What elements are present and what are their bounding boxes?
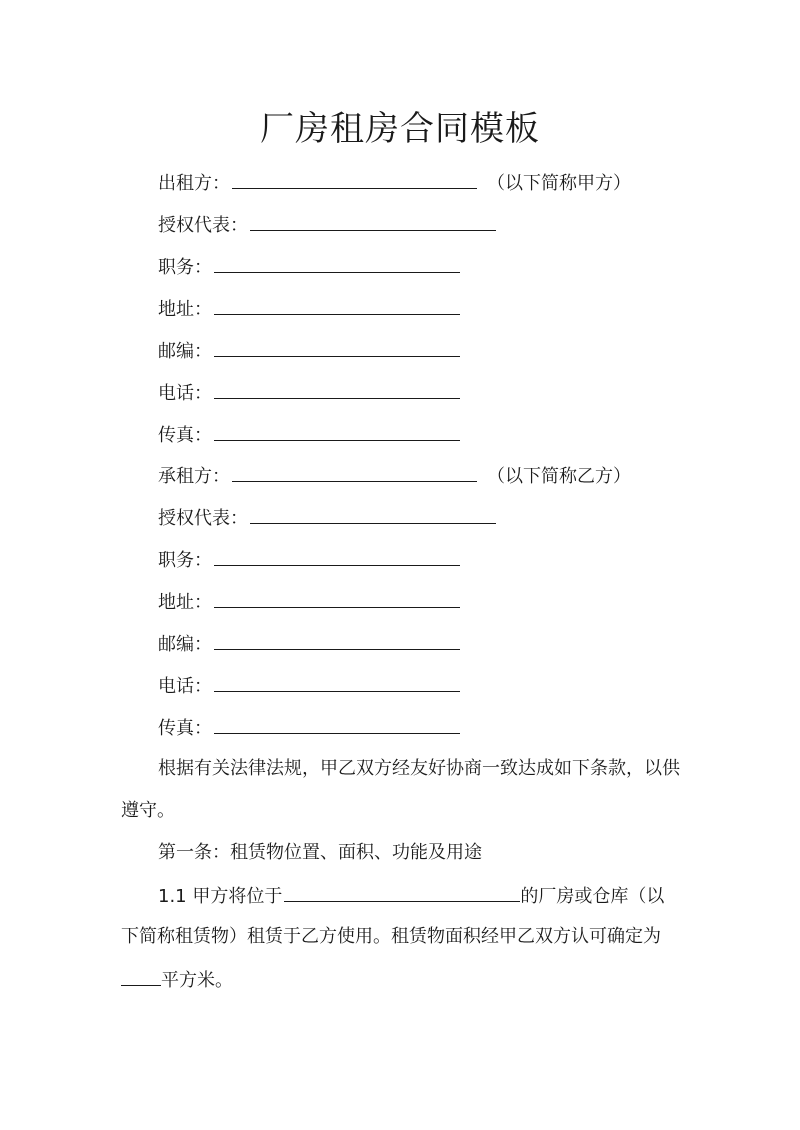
lessee-title-line [158, 545, 460, 575]
lessee-phone-label: 电话： [158, 676, 212, 697]
lessor-name-blank[interactable] [232, 168, 477, 189]
lessee-label: 承租方： [158, 466, 230, 487]
lessor-fax-label: 传真： [158, 425, 212, 446]
lessee-address-blank[interactable] [214, 587, 460, 608]
clause-1-1-prefix: 1.1 甲方将位于 [158, 886, 283, 907]
lessor-label: 出租方： [158, 173, 230, 194]
lessor-title-blank[interactable] [214, 252, 460, 273]
lessee-postcode-label: 邮编： [158, 634, 212, 655]
lessor-fax-line [158, 420, 460, 450]
clause-1-1-mid: 的厂房或仓库（以 [520, 886, 665, 907]
lessee-address-label: 地址： [158, 592, 212, 613]
clause-1-1-area-suffix: 平方米。 [161, 970, 233, 991]
lessor-address-line [158, 294, 460, 324]
intro-line-1: 根据有关法律法规，甲乙双方经友好协商一致达成如下条款，以供 [158, 758, 680, 779]
lessor-address-blank[interactable] [214, 294, 460, 315]
lessee-phone-blank[interactable] [214, 671, 460, 692]
clause-1-1-line-3 [121, 965, 233, 995]
lessee-rep-label: 授权代表： [158, 508, 248, 529]
lessor-fax-blank[interactable] [214, 420, 460, 441]
lessor-suffix: （以下简称甲方） [487, 173, 631, 194]
lessor-rep-label: 授权代表： [158, 215, 248, 236]
lessor-postcode-line [158, 336, 460, 366]
lessee-title-label: 职务： [158, 550, 212, 571]
clause-1-1-line-2: 下简称租赁物）租赁于乙方使用。租赁物面积经甲乙双方认可确定为 [121, 926, 661, 947]
intro-line-2: 遵守。 [121, 800, 175, 821]
lessee-line [158, 461, 631, 491]
lessor-line [158, 168, 631, 198]
lessee-fax-blank[interactable] [214, 713, 460, 734]
lessee-name-blank[interactable] [232, 461, 477, 482]
lessor-rep-line [158, 210, 496, 240]
lessor-address-label: 地址： [158, 299, 212, 320]
lessee-fax-line [158, 713, 460, 743]
location-blank[interactable] [284, 881, 520, 902]
document-title: 厂房租房合同模板 [260, 109, 540, 149]
lessor-rep-blank[interactable] [250, 210, 496, 231]
lessee-rep-blank[interactable] [250, 503, 496, 524]
area-blank[interactable] [121, 965, 161, 986]
article-1-heading: 第一条：租赁物位置、面积、功能及用途 [158, 842, 482, 863]
lessor-phone-label: 电话： [158, 383, 212, 404]
lessee-suffix: （以下简称乙方） [487, 466, 631, 487]
lessor-phone-line [158, 378, 460, 408]
lessee-rep-line [158, 503, 496, 533]
lessor-title-line [158, 252, 460, 282]
lessee-postcode-line [158, 629, 460, 659]
lessee-title-blank[interactable] [214, 545, 460, 566]
lessee-postcode-blank[interactable] [214, 629, 460, 650]
lessee-fax-label: 传真： [158, 718, 212, 739]
lessor-postcode-blank[interactable] [214, 336, 460, 357]
lessor-postcode-label: 邮编： [158, 341, 212, 362]
lessee-address-line [158, 587, 460, 617]
lessor-title-label: 职务： [158, 257, 212, 278]
clause-1-1-line-1 [158, 881, 664, 911]
lessor-phone-blank[interactable] [214, 378, 460, 399]
lessee-phone-line [158, 671, 460, 701]
